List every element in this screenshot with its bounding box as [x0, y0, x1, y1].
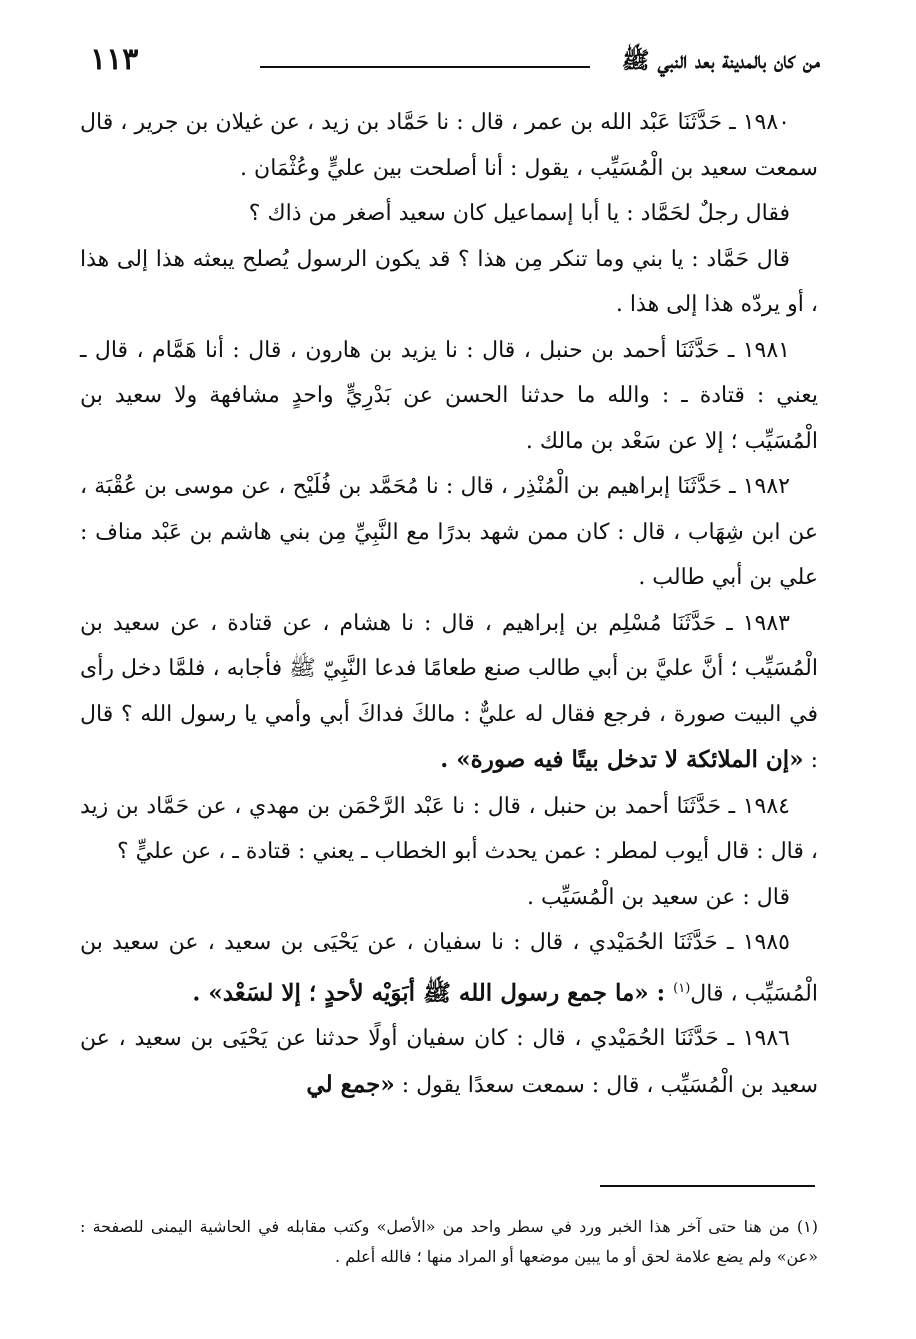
- hadith-1984: ١٩٨٤ ـ حَدَّثَنَا أحمد بن حنبل ، قال : نا عَبْد الرَّحْمَن بن مهدي ، عن حَمَّاد بن زيد ، قال : قال أيوب لمطر : عمن يحدث أبو الخطاب ـ يعني : قتادة ـ ، عن عليٍّ ؟: [80, 793, 818, 864]
- running-head: [80, 42, 820, 82]
- running-title: من كان بالمدينة بعد النبي ﷺ: [621, 47, 820, 74]
- hadith-1980: ١٩٨٠ ـ حَدَّثَنَا عَبْد الله بن عمر ، قال : نا حَمَّاد بن زيد ، عن غيلان بن جرير ، قال سمعت سعيد بن الْمُسَيِّب ، يقول : أنا أصلحت بين عليٍّ وعُثْمَان .: [80, 110, 818, 181]
- hadith-1982: ١٩٨٢ ـ حَدَّثَنَا إبراهيم بن الْمُنْذِر ، قال : نا مُحَمَّد بن فُلَيْح ، عن موسى بن عُقْبَة ، عن ابن شِهَاب ، قال : كان ممن شهد بدرًا مع النَّبِيِّ مِن بني هاشم بن عَبْد مناف : علي بن أبي طالب .: [80, 474, 819, 590]
- hadith-1983: ١٩٨٣ ـ حَدَّثَنَا مُسْلِم بن إبراهيم ، قال : نا هشام ، عن قتادة ، عن سعيد بن الْمُسَيِّب ؛ أنَّ عليَّ بن أبي طالب صنع طعامًا فدعا النَّبِيّ ﷺ فأجابه ، فلمَّا دخل رأى في البيت صورة ، فرجع فقال له عليٌّ : مالكَ فداكَ أبي وأمي يا رسول الله ؟ قال : «إن الملائكة لا تدخل بيتًا فيه صورة» .: [80, 610, 818, 773]
- header-rule: [260, 66, 590, 68]
- hadith-1980-answer: قال حَمَّاد : يا بني وما تنكر مِن هذا ؟ قد يكون الرسول يُصلح يبعثه هذا إلى هذا ، أو يردّه هذا إلى هذا .: [80, 246, 818, 317]
- hadith-1981: ١٩٨١ ـ حَدَّثَنَا أحمد بن حنبل ، قال : نا يزيد بن هارون ، قال : أنا هَمَّام ، قال ـ يعني : قتادة ـ : والله ما حدثنا الحسن عن بَدْرِيٍّ واحدٍ مشافهة ولا سعيد بن الْمُسَيِّب ؛ إلا عن سَعْد بن مالك .: [80, 337, 818, 454]
- hadith-1980-question: فقال رجلٌ لحَمَّاد : يا أبا إسماعيل كان سعيد أصغر من ذاك ؟: [248, 201, 790, 226]
- footnote-rule: [600, 1185, 815, 1187]
- footnote-1: (١) من هنا حتى آخر هذا الخبر ورد في سطر واحد من «الأصل» وكتب مقابله في الحاشية اليمنى للصفحة : «عن» ولم يضع علامة لحق أو ما يبين موضعها أو المراد منها ؛ فالله أعلم .: [80, 1217, 818, 1266]
- page-number: ١١٣: [90, 42, 139, 77]
- prophetic-quote: «إن الملائكة لا تدخل بيتًا فيه صورة» .: [440, 746, 804, 773]
- prophetic-quote: «جمع لي: [306, 1070, 395, 1098]
- hadith-1985: ١٩٨٥ ـ حَدَّثَنَا الحُمَيْدي ، قال : نا سفيان ، عن يَحْيَى بن سعيد ، عن سعيد بن الْمُسَيِّب ، قال$^{(١)}$ : «ما جمع رسول الله ﷺ أبَوَيْه لأحدٍ ؛ إلا لسَعْد» .: [80, 930, 818, 1006]
- hadith-1984-answer: قال : عن سعيد بن الْمُسَيِّب .: [527, 884, 790, 910]
- prophetic-quote: : «ما جمع رسول الله ﷺ أبَوَيْه لأحدٍ ؛ إلا لسَعْد» .: [192, 978, 674, 1006]
- footnote-marker: (١): [673, 980, 691, 996]
- footnotes: [80, 1212, 818, 1272]
- hadith-1986: ١٩٨٦ ـ حَدَّثَنَا الحُمَيْدي ، قال : كان سفيان أولًا حدثنا عن يَحْيَى بن سعيد ، عن سعيد بن الْمُسَيِّب ، قال : سمعت سعدًا يقول : «جمع لي: [80, 1026, 818, 1098]
- body-text: [80, 100, 818, 1108]
